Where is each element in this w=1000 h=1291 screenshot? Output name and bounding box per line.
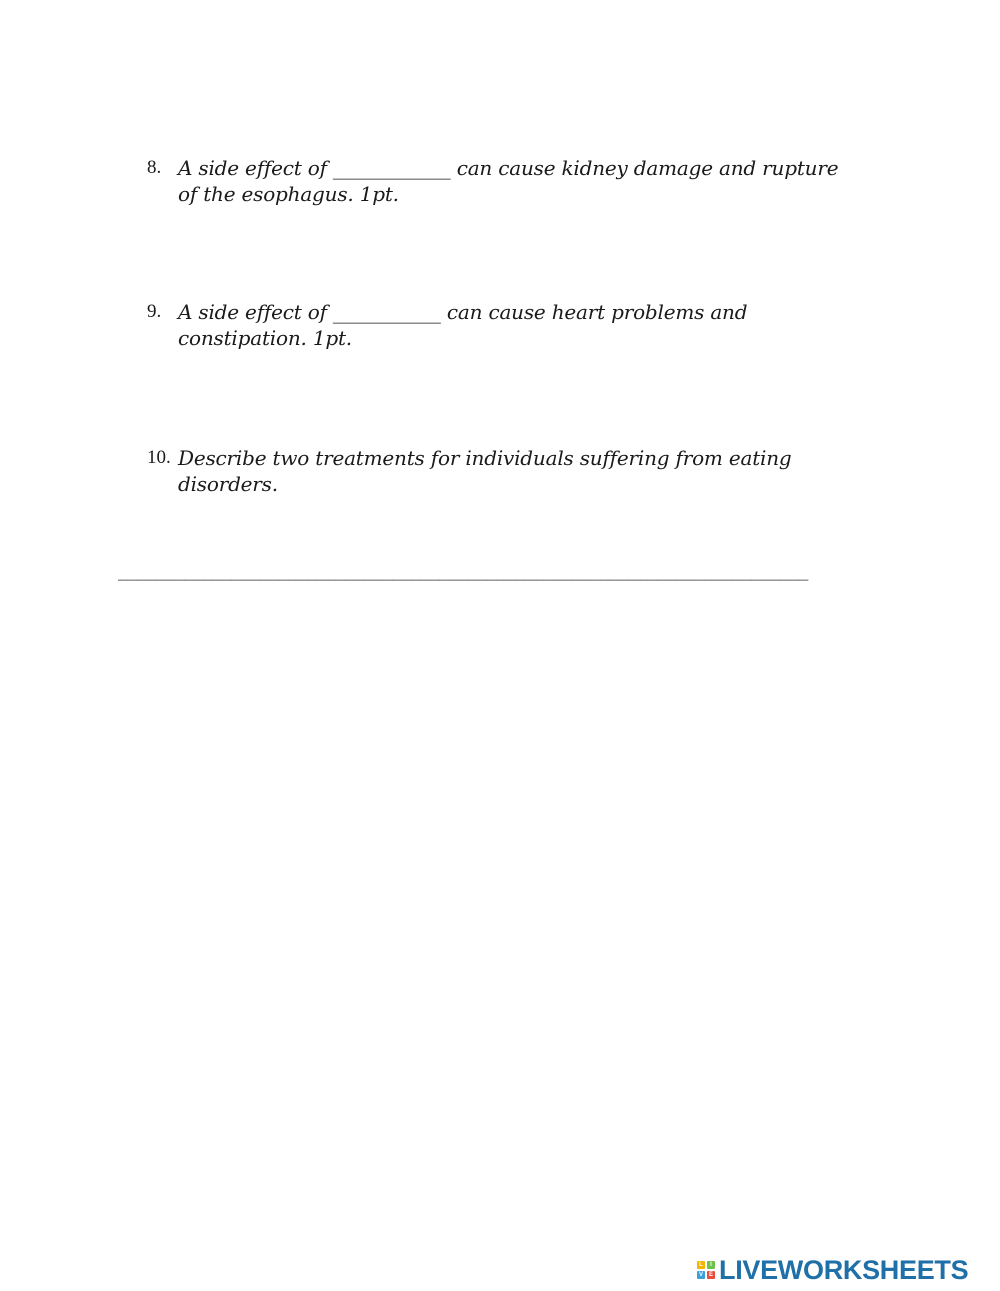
question-line: Describe two treatments for individuals suffering from eating [178,446,792,470]
question-number: 9. [147,301,162,322]
logo-letter-l: L [697,1261,705,1269]
question-line: constipation. 1pt. [178,326,352,350]
logo-letter-e: E [708,1272,713,1278]
question-number: 10. [147,447,171,468]
answer-line: _________________________________________________________________________ [118,557,808,581]
question-number: 8. [147,157,162,178]
question-line: A side effect of ___________ can cause heart problems and [178,300,748,324]
liveworksheets-brand [697,1254,968,1286]
question-text [178,445,878,497]
liveworksheets-logo-icon [697,1261,715,1279]
brand-name: LIVEWORKSHEETS [719,1254,969,1285]
question-line: of the esophagus. 1pt. [178,182,399,206]
logo-letter-i: I [707,1261,715,1269]
question-text [178,155,878,207]
question-line: disorders. [178,472,278,496]
question-text [178,299,878,351]
logo-letter-v: V [698,1272,703,1278]
question-line: A side effect of ____________ can cause kidney damage and rupture [178,156,839,180]
